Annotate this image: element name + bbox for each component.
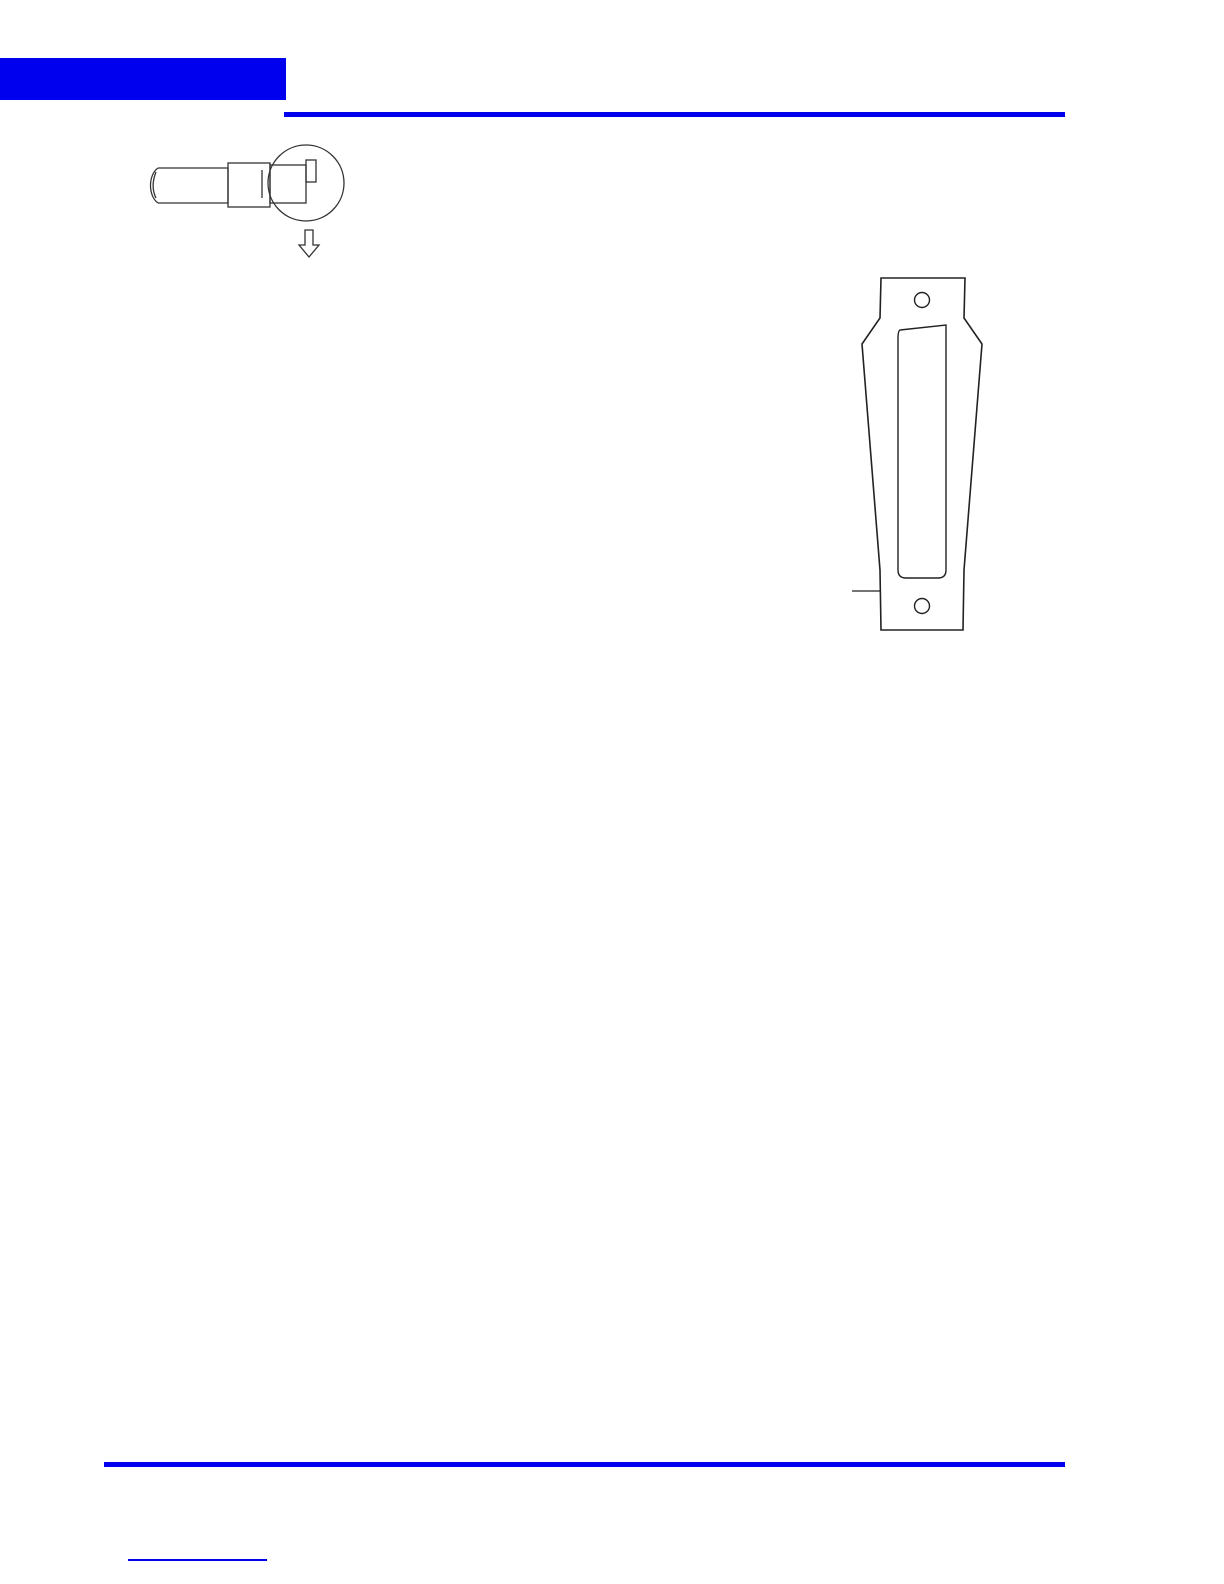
connector-shell: [862, 278, 982, 630]
mount-hole-bottom: [915, 599, 930, 614]
down-arrow-icon: [299, 230, 319, 257]
connector-face: [898, 325, 946, 578]
cable-illustration: [151, 145, 345, 257]
footer-line: [128, 1559, 267, 1561]
footer-rule: [104, 1462, 1065, 1467]
cable-end: [151, 168, 159, 203]
page-edge: [1220, 0, 1224, 1584]
cable-clip: [306, 160, 316, 182]
mount-hole-top: [915, 293, 930, 308]
db25-connector: [852, 278, 982, 630]
cable-sleeve: [228, 163, 270, 207]
cable-jacket: [158, 168, 228, 203]
